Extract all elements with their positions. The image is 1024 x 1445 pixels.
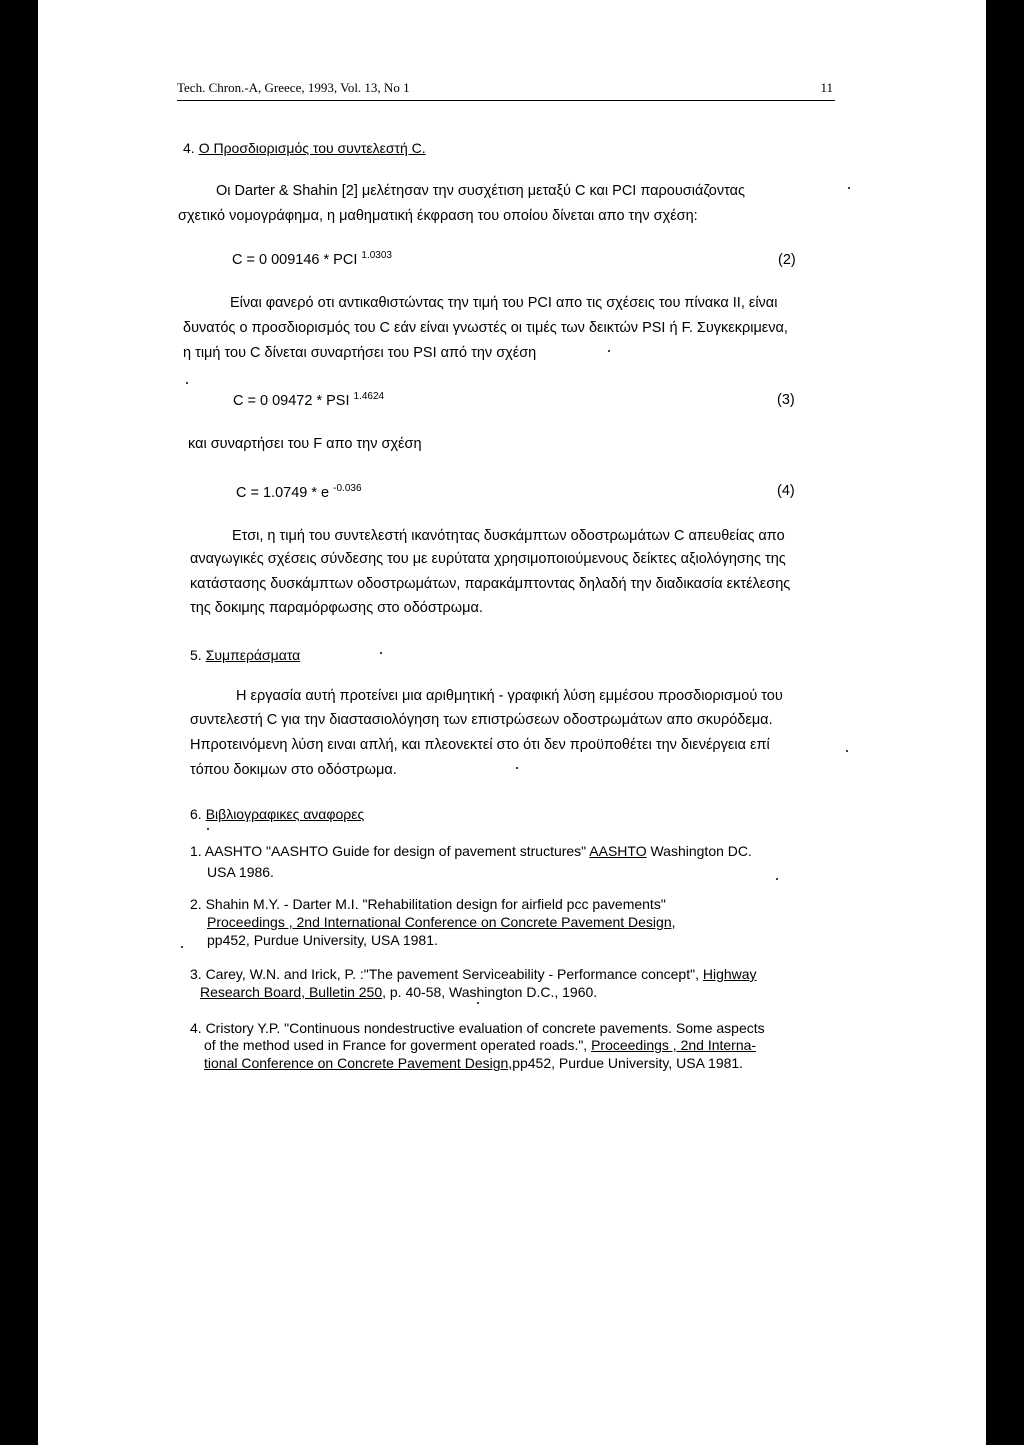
scan-speck (181, 946, 183, 948)
para5-line4: τόπου δοκιμων στο οδόστρωμα. (190, 762, 397, 778)
para4-line3: κατάστασης δυσκάμπτων οδοστρωμάτων, παρακάμπτοντας δηλαδή την διαδικασία εκτέλεσης (190, 576, 791, 592)
scan-speck (380, 652, 382, 654)
equation-4-body: C = 1.0749 * e (236, 485, 330, 501)
equation-2-number: (2) (778, 252, 796, 268)
reference-4-line2 (204, 1037, 756, 1053)
equation-4-number: (4) (777, 483, 795, 499)
section-6-title: Βιβλιογραφικες αναφορες (205, 806, 365, 822)
reference-3-line2 (200, 984, 597, 1000)
scan-speck (516, 767, 518, 769)
equation-3 (233, 393, 384, 409)
para5-line2: συντελεστή C για την διαστασιολόγηση των επιστρώσεων οδοστρωμάτων απο σκυρόδεμα. (190, 712, 773, 728)
reference-3-pages: p. 40-58, Washington D.C., 1960. (386, 984, 598, 1000)
section-5-title: Συμπεράσματα (205, 647, 301, 663)
scan-speck (848, 187, 850, 189)
section-4-title: Ο Προσδιορισμός του συντελεστή C. (198, 140, 426, 156)
reference-3-venue-a: Highway (702, 966, 757, 982)
para1-line1: Οι Darter & Shahin [2] μελέτησαν την συσχέτιση μεταξύ C και PCI παρουσιάζοντας (216, 183, 745, 199)
reference-4-line3 (204, 1055, 743, 1071)
equation-4 (236, 485, 362, 501)
para4-line4: της δοκιμης παραμόρφωσης στο οδόστρωμα. (190, 600, 483, 616)
equation-2-body: C = 0 009146 * PCI (232, 252, 358, 268)
journal-citation: Tech. Chron.-A, Greece, 1993, Vol. 13, No 1 (177, 80, 410, 95)
reference-2-line2: Proceedings , 2nd International Conference on Concrete Pavement Design, (207, 914, 676, 930)
reference-4-venue-a: Proceedings , 2nd Interna- (591, 1037, 757, 1053)
equation-3-body: C = 0 09472 * PSI (233, 393, 350, 409)
equation-3-exponent: 1.4624 (353, 391, 385, 402)
reference-2-line1: 2. Shahin M.Y. - Darter M.I. "Rehabilitation design for airfield pcc pavements" (190, 896, 666, 912)
scan-speck (608, 350, 610, 352)
section-5-number: 5. (190, 647, 202, 663)
scan-speck (207, 828, 209, 830)
section-4-heading (183, 140, 426, 156)
equation-2-exponent: 1.0303 (361, 250, 392, 261)
section-4-number: 4. (183, 140, 195, 156)
reference-1-line1 (190, 843, 752, 859)
scan-speck (186, 382, 188, 384)
page-number: 11 (820, 80, 833, 95)
para5-line3: Ηπροτεινόμενη λύση ειναι απλή, και πλεονεκτεί στο ότι δεν προϋποθέτει την διενέργεια επί (190, 737, 770, 753)
reference-1-text: 1. AASHTO "AASHTO Guide for design of pavement structures" (190, 843, 590, 859)
reference-4-text: of the method used in France for goverment operated roads.", (204, 1037, 592, 1053)
reference-1-place: Washington DC. (646, 843, 752, 859)
para5-line1: Η εργασία αυτή προτείνει μια αριθμητική - γραφική λύση εμμέσου προσδιορισμού του (236, 688, 783, 704)
para4-line2: αναγωγικές σχέσεις σύνδεσης του με ευρύτατα χρησιμοποιούμενους δείκτες αξιολόγησης της (190, 551, 786, 567)
reference-1-publisher: AASHTO (589, 843, 647, 859)
section-6-number: 6. (190, 806, 202, 822)
para2-line1: Είναι φανερό οτι αντικαθιστώντας την τιμή του PCI απο τις σχέσεις του πίνακα II, είναι (230, 295, 778, 311)
reference-3-line1 (190, 966, 757, 982)
para4-line1: Ετσι, η τιμή του συντελεστή ικανότητας δυσκάμπτων οδοστρωμάτων C απευθείας απο (232, 528, 785, 544)
para3: και συναρτήσει του F απο την σχέση (188, 436, 422, 452)
scan-speck (477, 1002, 479, 1004)
section-5-heading (190, 647, 300, 663)
equation-2 (232, 252, 392, 268)
reference-1-line2: USA 1986. (207, 864, 274, 880)
reference-3-venue-b: Research Board, Bulletin 250, (200, 984, 386, 1000)
para2-line3: η τιμή του C δίνεται συναρτήσει του PSI από την σχέση (183, 345, 537, 361)
reference-4-pages: pp452, Purdue University, USA 1981. (512, 1055, 744, 1071)
para2-line2: δυνατός ο προσδιορισμός του C εάν είναι γνωστές οι τιμές των δεικτών PSI ή F. Συγκεκριμενα, (183, 320, 788, 336)
para1-line2: σχετικό νομογράφημα, η μαθηματική έκφραση του οποίου δίνεται απο την σχέση: (178, 208, 698, 224)
equation-3-number: (3) (777, 392, 795, 408)
scan-speck (776, 878, 778, 880)
reference-3-text: 3. Carey, W.N. and Irick, P. :"The pavement Serviceability - Performance concept", (190, 966, 703, 982)
running-header (177, 80, 835, 101)
reference-4-venue-b: tional Conference on Concrete Pavement Design, (204, 1055, 513, 1071)
scan-speck (846, 750, 848, 752)
section-6-heading (190, 806, 364, 822)
reference-2-line3: pp452, Purdue University, USA 1981. (207, 932, 438, 948)
reference-4-line1: 4. Cristory Y.P. "Continuous nondestructive evaluation of concrete pavements. Some aspects (190, 1020, 765, 1036)
equation-4-exponent: -0.036 (333, 483, 362, 494)
